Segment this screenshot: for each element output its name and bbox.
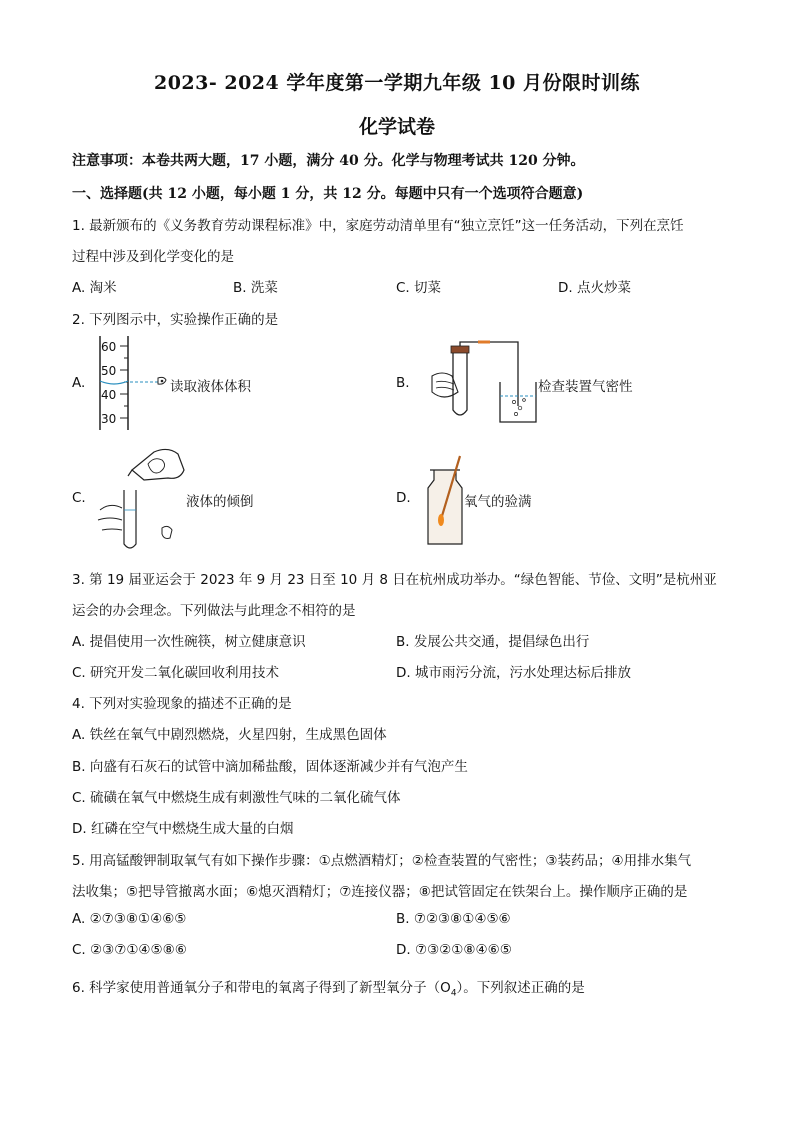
q4-option-b: B. 向盛有石灰石的试管中滴加稀盐酸，固体逐渐减少并有气泡产生 [72,759,468,775]
exam-subtitle: 化学试卷 [358,116,435,138]
q2-option-a-label: 读取液体体积 [170,379,251,395]
pouring-liquid-figure [92,440,192,550]
airtightness-apparatus-figure [420,338,550,428]
q4-option-d: D. 红磷在空气中燃烧生成大量的白烟 [72,821,294,837]
q1-option-c: C. 切菜 [396,280,442,296]
q1-stem-line2: 过程中涉及到化学变化的是 [72,249,234,265]
oxygen-bottle-figure [420,452,470,548]
q5-stem-line2: 法收集；⑤把导管撤离水面；⑥熄灭酒精灯；⑦连接仪器；⑧把试管固定在铁架台上。操作顺序正确的是 [72,884,688,900]
q4-stem: 4. 下列对实验现象的描述不正确的是 [72,696,292,712]
q5-stem-line1: 5. 用高锰酸钾制取氧气有如下操作步骤：①点燃酒精灯；②检查装置的气密性；③装药品；④用排水集气 [72,853,692,869]
q6-formula-symbol: O [440,980,451,996]
cylinder-tick-30: 30 [101,412,117,426]
q4-option-a: A. 铁丝在氧气中剧烈燃烧，火星四射，生成黑色固体 [72,727,387,743]
q3-option-b: B. 发展公共交通，提倡绿色出行 [396,634,590,650]
q2-option-d-label: 氧气的验满 [464,494,532,510]
q6-stem [72,976,585,999]
q2-option-c-letter: C. [72,490,86,506]
q6-stem-post: ）。下列叙述正确的是 [456,980,585,996]
q5-option-a: A. ②⑦③⑧①④⑥⑤ [72,911,187,927]
q4-option-c: C. 硫磺在氧气中燃烧生成有刺激性气味的二氧化硫气体 [72,790,401,806]
q6-formula-subscript: 4 [450,988,457,999]
q1-stem-line1: 1. 最新颁布的《义务教育劳动课程标准》中，家庭劳动清单里有“独立烹饪”这一任务活动，下列在烹饪 [72,218,684,234]
q1-option-b: B. 洗菜 [233,280,278,296]
q2-option-d-letter: D. [396,490,411,506]
q1-option-a: A. 淘米 [72,280,117,296]
q1-option-d: D. 点火炒菜 [558,280,631,296]
q2-option-b-letter: B. [396,375,410,391]
q3-option-a: A. 提倡使用一次性碗筷，树立健康意识 [72,634,306,650]
q6-formula [440,980,457,999]
q5-option-b: B. ⑦②③⑧①④⑤⑥ [396,911,511,927]
q2-option-a-letter: A. [72,375,86,391]
q2-stem: 2. 下列图示中，实验操作正确的是 [72,312,279,328]
section-heading: 一、选择题(共 12 小题，每小题 1 分，共 12 分。每题中只有一个选项符合题意) [72,186,584,202]
q2-option-b-label: 检查装置气密性 [538,379,633,395]
q3-option-c: C. 研究开发二氧化碳回收利用技术 [72,665,280,681]
cylinder-tick-40: 40 [101,388,117,402]
q3-option-d: D. 城市雨污分流，污水处理达标后排放 [396,665,631,681]
q2-option-c-label: 液体的倾倒 [186,494,254,510]
cylinder-tick-50: 50 [101,364,117,378]
q5-option-d: D. ⑦③②①⑧④⑥⑤ [396,942,512,958]
notice: 注意事项：本卷共两大题，17 小题，满分 40 分。化学与物理考试共 120 分钟。 [72,153,585,169]
q3-stem-line2: 运会的办会理念。下列做法与此理念不相符的是 [72,603,356,619]
q5-option-c: C. ②③⑦①④⑤⑧⑥ [72,942,187,958]
q6-stem-pre: 6. 科学家使用普通氧分子和带电的氧离子得到了新型氧分子（ [72,980,441,996]
q3-stem-line1: 3. 第 19 届亚运会于 2023 年 9 月 23 日至 10 月 8 日在杭州成功举办。“绿色智能、节俭、文明”是杭州亚 [72,572,717,588]
exam-title: 2023- 2024 学年度第一学期九年级 10 月份限时训练 [153,72,641,94]
cylinder-tick-60: 60 [101,340,117,354]
